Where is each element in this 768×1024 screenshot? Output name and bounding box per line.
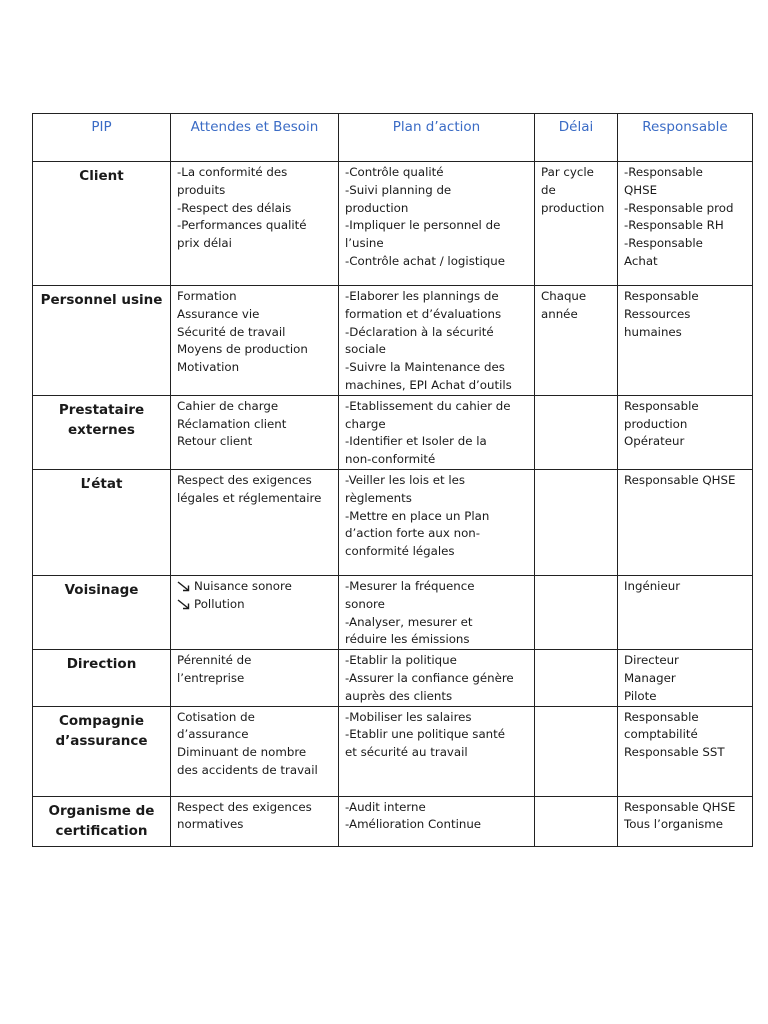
plan-line: -Contrôle achat / logistique	[345, 253, 505, 268]
owner-cell	[618, 796, 753, 846]
needs-line: Moyens de production	[177, 342, 308, 357]
plan-line: -Elaborer les plannings de	[345, 289, 499, 303]
owner-line: Pilote	[624, 688, 657, 703]
needs-cell	[171, 650, 339, 706]
needs-line: Cahier de charge	[177, 398, 279, 413]
needs-line: Cotisation de	[177, 709, 255, 724]
table-row	[33, 162, 753, 286]
owner-line: -Responsable prod	[624, 200, 734, 215]
header-plan: Plan d’action	[339, 114, 535, 162]
plan-cell	[339, 575, 535, 649]
row-name-text: Voisinage	[64, 581, 139, 598]
needs-cell	[171, 286, 339, 396]
arrow-down-right-icon	[177, 581, 190, 593]
row-name	[33, 395, 171, 469]
table-row	[33, 706, 753, 796]
delay-line: Chaque	[541, 289, 587, 303]
row-name-text: Client	[79, 168, 124, 184]
arrow-list-item	[177, 578, 332, 596]
owner-line: QHSE	[624, 182, 658, 197]
needs-line: Pérennité de	[177, 653, 252, 668]
row-name	[33, 162, 171, 286]
table-row	[33, 650, 753, 706]
plan-line: -Identifier et Isoler de la	[345, 434, 487, 449]
plan-line: production	[345, 200, 409, 215]
owner-line: Opérateur	[624, 434, 685, 449]
plan-line: -Assurer la confiance génère	[345, 670, 514, 685]
row-name-text: Direction	[66, 656, 137, 673]
needs-line: Diminuant de nombre	[177, 745, 307, 760]
table-row	[33, 286, 753, 396]
plan-cell	[339, 796, 535, 846]
delay-line: de	[541, 182, 556, 197]
owner-line: Tous l’organisme	[624, 817, 724, 832]
plan-line: -Contrôle qualité	[345, 165, 444, 179]
owner-cell	[618, 650, 753, 706]
delay-cell	[535, 575, 618, 649]
plan-cell	[339, 469, 535, 575]
row-name-text: Compagnie d’assurance	[55, 712, 148, 749]
needs-line: Formation	[177, 289, 237, 303]
row-name-text: Personnel usine	[40, 292, 163, 308]
header-owner: Responsable	[618, 114, 753, 162]
plan-line: d’action forte aux non-	[345, 526, 481, 541]
owner-cell	[618, 162, 753, 286]
owner-line: production	[624, 416, 688, 431]
plan-line: auprès des clients	[345, 688, 453, 703]
owner-line: Responsable SST	[624, 745, 725, 760]
plan-line: -Etablir une politique santé	[345, 727, 506, 742]
plan-cell	[339, 650, 535, 706]
needs-line: légales et réglementaire	[177, 490, 322, 505]
table-row	[33, 469, 753, 575]
plan-cell	[339, 706, 535, 796]
owner-line: Achat	[624, 253, 658, 268]
needs-line: -Performances qualité	[177, 218, 307, 233]
table-row	[33, 796, 753, 846]
needs-cell	[171, 706, 339, 796]
plan-cell	[339, 162, 535, 286]
plan-line: sociale	[345, 342, 386, 357]
plan-line: -Etablissement du cahier de	[345, 398, 511, 413]
owner-line: Directeur	[624, 653, 679, 668]
owner-line: comptabilité	[624, 727, 698, 742]
needs-line: Nuisance sonore	[194, 578, 292, 593]
owner-line: -Responsable	[624, 236, 703, 251]
needs-line: produits	[177, 182, 226, 197]
plan-line: règlements	[345, 490, 412, 505]
owner-line: Responsable QHSE	[624, 472, 736, 487]
plan-line: -Mobiliser les salaires	[345, 709, 472, 724]
needs-line: Motivation	[177, 360, 240, 375]
delay-cell	[535, 469, 618, 575]
needs-line: prix délai	[177, 236, 232, 251]
table-row	[33, 575, 753, 649]
plan-line: -Audit interne	[345, 799, 426, 814]
plan-line: -Suivi planning de	[345, 182, 452, 197]
plan-cell	[339, 286, 535, 396]
owner-cell	[618, 286, 753, 396]
needs-line: Réclamation client	[177, 416, 287, 431]
owner-line: Responsable QHSE	[624, 799, 736, 814]
plan-line: conformité légales	[345, 544, 455, 559]
plan-cell	[339, 395, 535, 469]
plan-line: -Suivre la Maintenance des	[345, 360, 505, 375]
needs-line: l’entreprise	[177, 670, 245, 685]
table-row	[33, 395, 753, 469]
row-name	[33, 575, 171, 649]
needs-line: normatives	[177, 817, 244, 832]
delay-cell	[535, 286, 618, 396]
needs-cell	[171, 395, 339, 469]
owner-cell	[618, 469, 753, 575]
needs-cell	[171, 469, 339, 575]
needs-line: Respect des exigences	[177, 799, 312, 814]
owner-line: Responsable	[624, 709, 699, 724]
row-name	[33, 706, 171, 796]
owner-line: Responsable	[624, 289, 699, 303]
header-pip: PIP	[33, 114, 171, 162]
needs-line: Retour client	[177, 434, 253, 449]
owner-line: -Responsable	[624, 165, 703, 179]
row-name	[33, 796, 171, 846]
row-name-text: L’état	[80, 475, 123, 492]
needs-line: -Respect des délais	[177, 200, 292, 215]
needs-line: d’assurance	[177, 727, 249, 742]
owner-line: -Responsable RH	[624, 218, 724, 233]
header-needs: Attendes et Besoin	[171, 114, 339, 162]
header-row	[33, 114, 753, 162]
owner-cell	[618, 395, 753, 469]
plan-line: -Etablir la politique	[345, 653, 457, 668]
row-name-text: Prestataire externes	[58, 401, 145, 438]
needs-line: -La conformité des	[177, 165, 288, 179]
owner-line: Ingénieur	[624, 578, 681, 593]
plan-line: formation et d’évaluations	[345, 306, 502, 321]
pip-table	[32, 113, 753, 847]
row-name	[33, 286, 171, 396]
row-name	[33, 469, 171, 575]
plan-line: -Amélioration Continue	[345, 817, 482, 832]
row-name-text: Organisme de certification	[48, 802, 155, 839]
plan-line: l’usine	[345, 236, 384, 251]
needs-cell	[171, 162, 339, 286]
owner-line: Ressources	[624, 306, 691, 321]
arrow-list-item	[177, 596, 332, 614]
plan-line: réduire les émissions	[345, 632, 470, 647]
plan-line: sonore	[345, 596, 385, 611]
owner-line: humaines	[624, 324, 682, 339]
needs-line: des accidents de travail	[177, 762, 318, 777]
delay-cell	[535, 650, 618, 706]
needs-line: Respect des exigences	[177, 472, 312, 487]
plan-line: non-conformité	[345, 452, 436, 467]
delay-cell	[535, 395, 618, 469]
delay-line: Par cycle	[541, 165, 594, 179]
plan-line: -Déclaration à la sécurité	[345, 324, 494, 339]
owner-cell	[618, 575, 753, 649]
delay-cell	[535, 706, 618, 796]
plan-line: charge	[345, 416, 386, 431]
owner-line: Manager	[624, 670, 676, 685]
needs-cell	[171, 796, 339, 846]
delay-line: année	[541, 306, 578, 321]
plan-line: et sécurité au travail	[345, 745, 468, 760]
header-delay: Délai	[535, 114, 618, 162]
needs-cell	[171, 575, 339, 649]
delay-cell	[535, 162, 618, 286]
arrow-down-right-icon	[177, 599, 190, 611]
row-name	[33, 650, 171, 706]
owner-cell	[618, 706, 753, 796]
plan-line: machines, EPI Achat d’outils	[345, 377, 512, 392]
plan-line: -Mesurer la fréquence	[345, 578, 475, 593]
needs-line: Pollution	[194, 596, 245, 611]
plan-line: -Veiller les lois et les	[345, 472, 466, 487]
owner-line: Responsable	[624, 398, 699, 413]
plan-line: -Impliquer le personnel de	[345, 218, 501, 233]
plan-line: -Analyser, mesurer et	[345, 614, 473, 629]
needs-line: Sécurité de travail	[177, 324, 286, 339]
delay-cell	[535, 796, 618, 846]
plan-line: -Mettre en place un Plan	[345, 508, 490, 523]
needs-line: Assurance vie	[177, 306, 260, 321]
delay-line: production	[541, 200, 605, 215]
